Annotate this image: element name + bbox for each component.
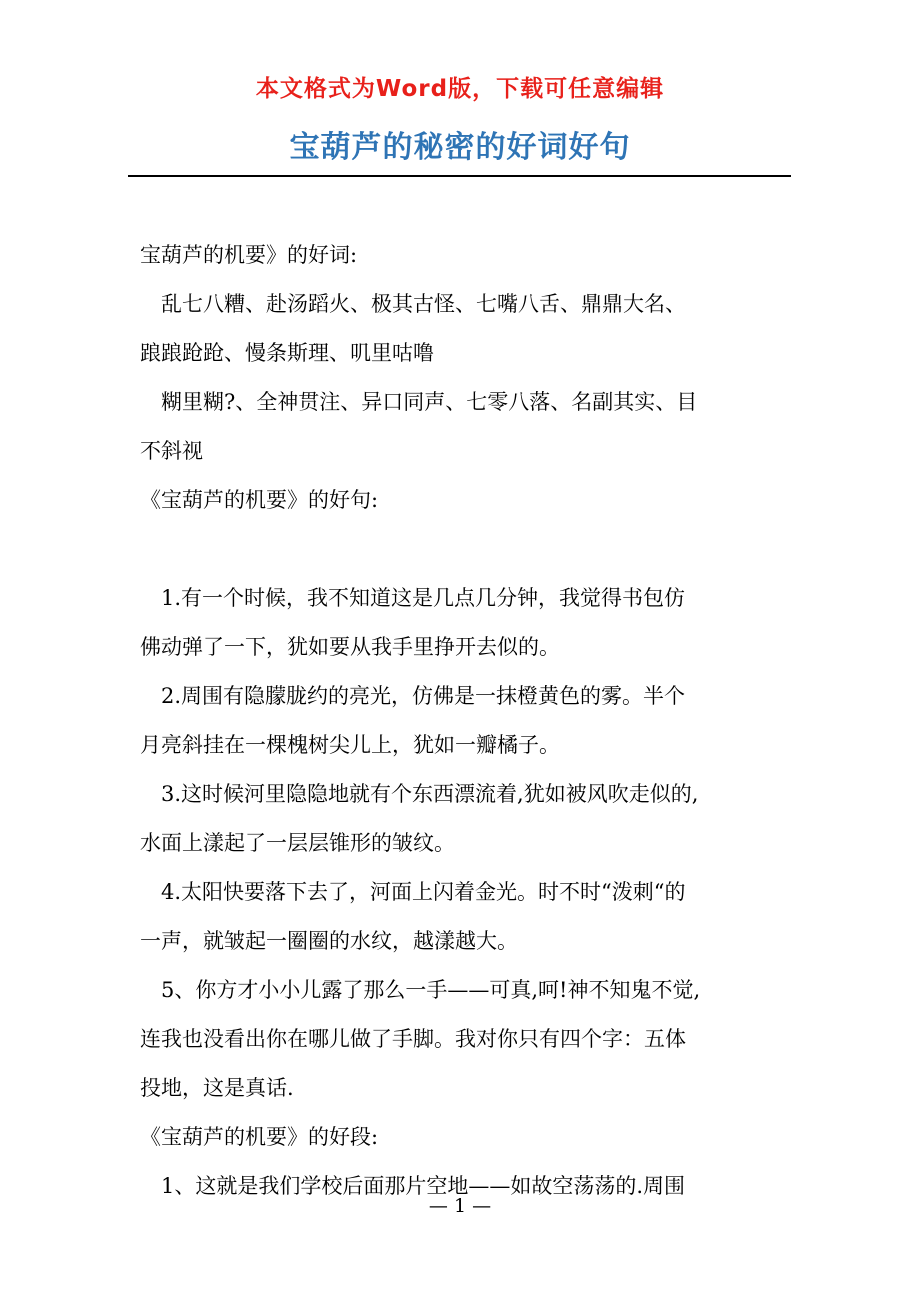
title-divider [128, 175, 791, 177]
page-number: — 1 — [428, 1195, 492, 1217]
text-line: 1.有一个时候，我不知道这是几点几分钟，我觉得书包仿 [140, 586, 686, 610]
text-line: 宝葫芦的机要》的好词: [140, 243, 358, 267]
text-line: 佛动弹了一下，犹如要从我手里挣开去似的。 [140, 635, 560, 659]
text-line: 月亮斜挂在一棵槐树尖儿上，犹如一瓣橘子。 [140, 733, 560, 757]
text-line: 一声，就皱起一圈圈的水纹，越漾越大。 [140, 929, 518, 953]
text-line: 2.周围有隐朦胧约的亮光，仿佛是一抹橙黄色的雾。半个 [140, 684, 686, 708]
text-line: 3.这时候河里隐隐地就有个东西漂流着,犹如被风吹走似的, [140, 782, 699, 806]
document-body [140, 231, 800, 1211]
text-line: 水面上漾起了一层层锥形的皱纹。 [140, 831, 455, 855]
text-line: 踉踉跄跄、慢条斯理、叽里咕噜 [140, 341, 434, 365]
page-title: 宝葫芦的秘密的好词好句 [289, 130, 631, 165]
text-line: 不斜视 [140, 439, 203, 463]
text-line: 4.太阳快要落下去了，河面上闪着金光。时不时“泼刺“的 [140, 880, 686, 904]
text-line: 1、这就是我们学校后面那片空地——如故空荡荡的.周围 [140, 1174, 686, 1198]
blank-line [140, 525, 800, 574]
text-line: 投地，这是真话. [140, 1076, 294, 1100]
text-line: 乱七八糟、赴汤蹈火、极其古怪、七嘴八舌、鼎鼎大名、 [140, 292, 686, 316]
text-line: 连我也没看出你在哪儿做了手脚。我对你只有四个字：五体 [140, 1027, 686, 1051]
text-line: 5、你方才小小儿露了那么一手——可真,呵!神不知鬼不觉, [140, 978, 701, 1002]
text-line: 《宝葫芦的机要》的好句: [140, 488, 379, 512]
format-notice: 本文格式为Word版，下载可任意编辑 [255, 76, 665, 102]
text-line: 糊里糊?、全神贯注、异口同声、七零八落、名副其实、目 [140, 390, 698, 414]
text-line: 《宝葫芦的机要》的好段: [140, 1125, 379, 1149]
